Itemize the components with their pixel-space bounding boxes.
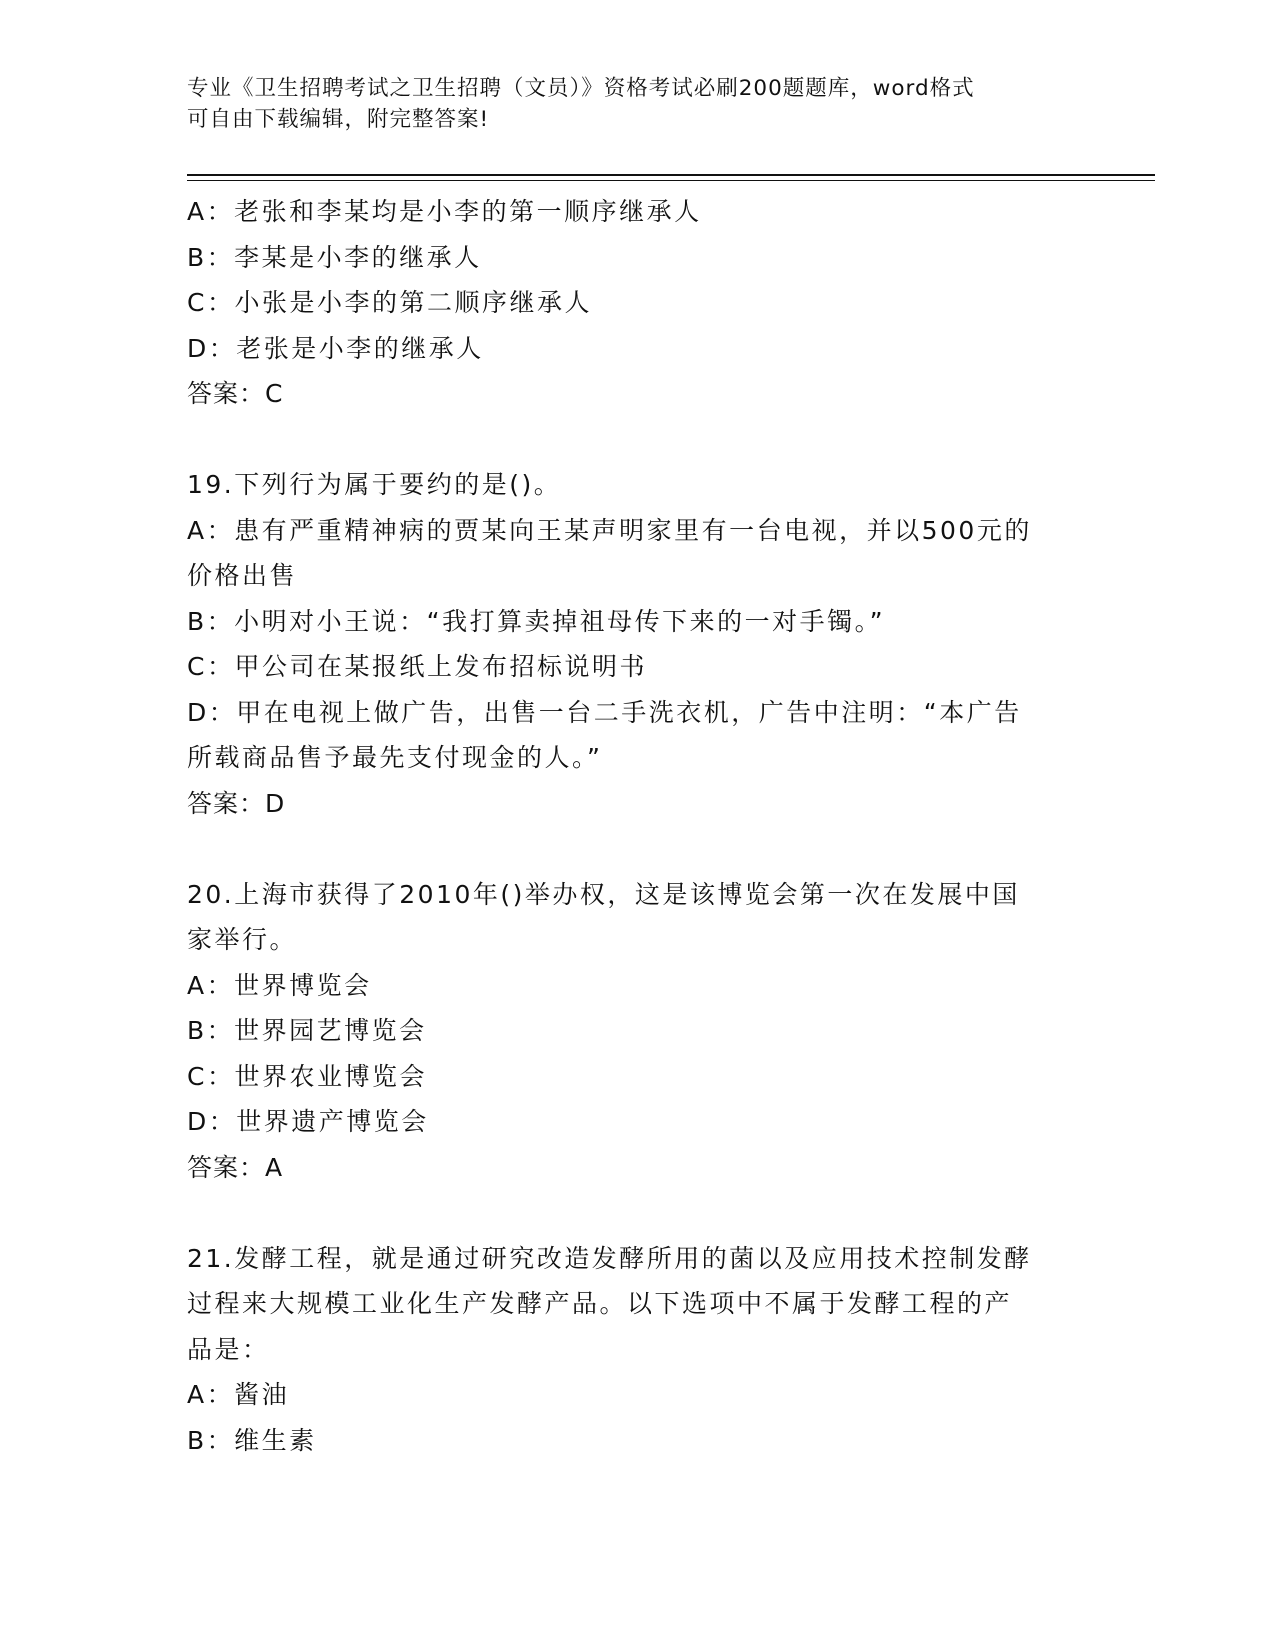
header-divider-thick bbox=[187, 174, 1155, 176]
question-20-stem: 20.上海市获得了2010年()举办权，这是该博览会第一次在发展中国 bbox=[187, 879, 1020, 909]
option-c: C：甲公司在某报纸上发布招标说明书 bbox=[187, 652, 647, 681]
option-a: A：世界博览会 bbox=[187, 970, 372, 1000]
option-b: B：小明对小王说：“我打算卖掉祖母传下来的一对手镯。” bbox=[187, 606, 886, 636]
question-20-stem-continued: 家举行。 bbox=[187, 925, 298, 954]
option-a: A：酱油 bbox=[187, 1380, 290, 1409]
question-content bbox=[187, 189, 1087, 1463]
answer: 答案：A bbox=[187, 1152, 284, 1182]
header-line-2: 可自由下载编辑，附完整答案! bbox=[187, 107, 490, 132]
question-19-stem: 19.下列行为属于要约的是()。 bbox=[187, 470, 562, 499]
option-a: A：患有严重精神病的贾某向王某声明家里有一台电视，并以500元的 bbox=[187, 515, 1032, 545]
answer: 答案：C bbox=[187, 379, 284, 408]
option-b: B：维生素 bbox=[187, 1425, 317, 1455]
spacer bbox=[187, 417, 1087, 463]
answer: 答案：D bbox=[187, 788, 286, 818]
option-d: D：世界遗产博览会 bbox=[187, 1107, 429, 1136]
spacer bbox=[187, 1190, 1087, 1236]
option-b: B：世界园艺博览会 bbox=[187, 1016, 427, 1045]
option-c: C：小张是小李的第二顺序继承人 bbox=[187, 288, 592, 317]
header-divider-thin bbox=[187, 180, 1155, 181]
question-21-stem-continued: 过程来大规模工业化生产发酵产品。以下选项中不属于发酵工程的产 bbox=[187, 1289, 1013, 1318]
option-c: C：世界农业博览会 bbox=[187, 1061, 427, 1091]
header-line-1: 专业《卫生招聘考试之卫生招聘（文员）》资格考试必刷200题题库，word格式 bbox=[187, 76, 975, 101]
question-21-stem-continued: 品是： bbox=[187, 1334, 270, 1364]
option-d: D：甲在电视上做广告，出售一台二手洗衣机，广告中注明：“本广告 bbox=[187, 697, 1022, 727]
question-21-stem: 21.发酵工程，就是通过研究改造发酵所用的菌以及应用技术控制发酵 bbox=[187, 1243, 1032, 1273]
option-b: B：李某是小李的继承人 bbox=[187, 242, 482, 272]
document-header bbox=[187, 73, 1087, 135]
option-a: A：老张和李某均是小李的第一顺序继承人 bbox=[187, 197, 702, 226]
option-d: D：老张是小李的继承人 bbox=[187, 333, 484, 363]
option-d-continued: 所载商品售予最先支付现金的人。” bbox=[187, 743, 603, 772]
spacer bbox=[187, 826, 1087, 872]
option-a-continued: 价格出售 bbox=[187, 561, 298, 590]
